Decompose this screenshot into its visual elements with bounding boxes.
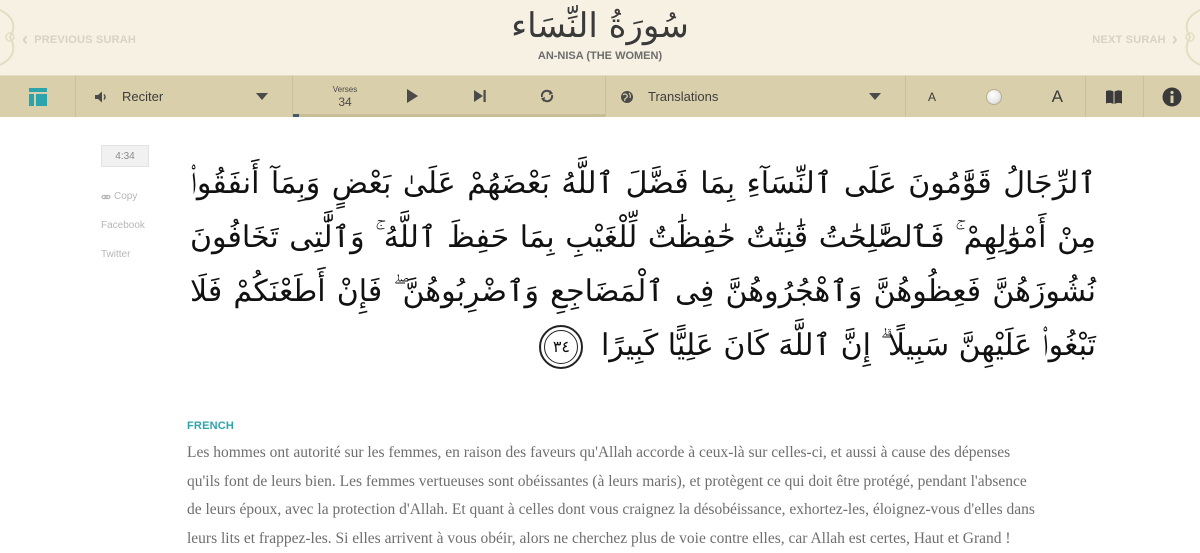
facebook-share-button[interactable] <box>101 220 161 231</box>
chevron-down-icon <box>869 93 881 100</box>
previous-surah-label: PREVIOUS SURAH <box>34 33 137 46</box>
font-size-slider[interactable] <box>986 89 1002 105</box>
surah-title <box>0 4 1200 62</box>
verse-actions <box>101 145 161 260</box>
audio-player <box>293 76 606 117</box>
surah-info-button[interactable] <box>1144 76 1200 117</box>
font-decrease-button[interactable]: A <box>928 89 937 104</box>
verses-value: 34 <box>338 94 352 109</box>
translation-language: FRENCH <box>187 420 235 432</box>
play-button[interactable] <box>405 88 419 104</box>
next-surah-link[interactable] <box>1092 29 1178 50</box>
read-mode-button[interactable] <box>1086 76 1144 117</box>
surah-header <box>0 0 1200 76</box>
speaker-icon <box>94 90 108 104</box>
info-icon <box>1162 87 1182 107</box>
chevron-right-icon: › <box>1171 29 1178 49</box>
facebook-label: Facebook <box>101 220 145 231</box>
repeat-button[interactable] <box>539 88 555 104</box>
verse-end-marker: ٣٤ <box>539 325 583 369</box>
reciter-dropdown[interactable] <box>76 76 293 117</box>
copy-button[interactable] <box>101 191 161 202</box>
layout-icon <box>29 88 47 106</box>
surah-english-title: AN-NISA (THE WOMEN) <box>537 50 663 62</box>
layout-toggle-button[interactable] <box>0 76 76 117</box>
font-size-control <box>906 76 1086 117</box>
globe-icon <box>620 90 634 104</box>
twitter-share-button[interactable] <box>101 249 161 260</box>
verses-label: Verses <box>332 84 358 94</box>
twitter-label: Twitter <box>101 249 131 260</box>
reciter-label: Reciter <box>122 89 164 104</box>
verse-key-badge[interactable]: 4:34 <box>101 145 149 167</box>
verse-container <box>0 117 1200 553</box>
arabic-verse-text: ٱلرِّجَالُ قَوَّٰمُونَ عَلَى ٱلنِّسَآءِ بِمَا فَضَّلَ ٱللَّهُ بَعْضَهُمْ عَلَىٰ بَعْضٍ وَبِمَآ أَنفَقُوا۟ مِنْ أَمْوَٰلِهِمْ ۚ فَٱلصَّٰلِحَٰتُ قَٰنِتَٰتٌ حَٰفِظَٰتٌ لِّلْغَيْبِ بِمَا حَفِظَ ٱللَّهُ ۚ وَٱلَّٰتِى تَخَافُونَ نُشُوزَهُنَّ فَعِظُوهُنَّ وَٱهْجُرُوهُنَّ فِى ٱلْمَضَاجِعِ وَٱضْرِبُوهُنَّ ۖ فَإِنْ أَطَعْنَكُمْ فَلَا تَبْغُوا۟ عَلَيْهِنَّ سَبِيلًا ۗ إِنَّ ٱللَّهَ كَانَ عَلِيًّا كَبِيرًا <box>190 166 1096 363</box>
chevron-left-icon: ‹ <box>22 29 29 49</box>
verses-selector[interactable] <box>327 85 363 109</box>
font-increase-button[interactable]: A <box>1051 86 1063 106</box>
chevron-down-icon <box>256 93 268 100</box>
copy-label: Copy <box>114 191 138 202</box>
translations-dropdown[interactable] <box>606 76 906 117</box>
book-icon <box>1105 89 1123 105</box>
link-icon <box>101 192 111 202</box>
translation-text: Les hommes ont autorité sur les femmes, en raison des faveurs qu'Allah accorde à ceux-là sur celles-ci, et aussi à cause des dépenses qu'ils font de leurs bien. Les femmes vertueuses sont obéissantes (à leurs maris), et protègent ce qui doit être protégé, pendant l'absence de leurs époux, avec la protection d'Allah. Et quant à celles dont vous craignez la désobéissance, exhortez-les, éloignez-vous d'elles dans leurs lits et frappez-les. Si elles arrivent à vous obéir, alors ne cherchez plus de voie contre elles, car Allah est certes, Haut et Grand ! <box>187 444 1035 547</box>
skip-next-button[interactable] <box>473 88 487 104</box>
translations-label: Translations <box>648 89 719 104</box>
arabic-verse[interactable] <box>190 157 1096 373</box>
surah-arabic-title: سُورَةُ النِّسَاء <box>511 6 689 46</box>
toolbar <box>0 76 1200 117</box>
next-surah-label: NEXT SURAH <box>1092 33 1166 46</box>
